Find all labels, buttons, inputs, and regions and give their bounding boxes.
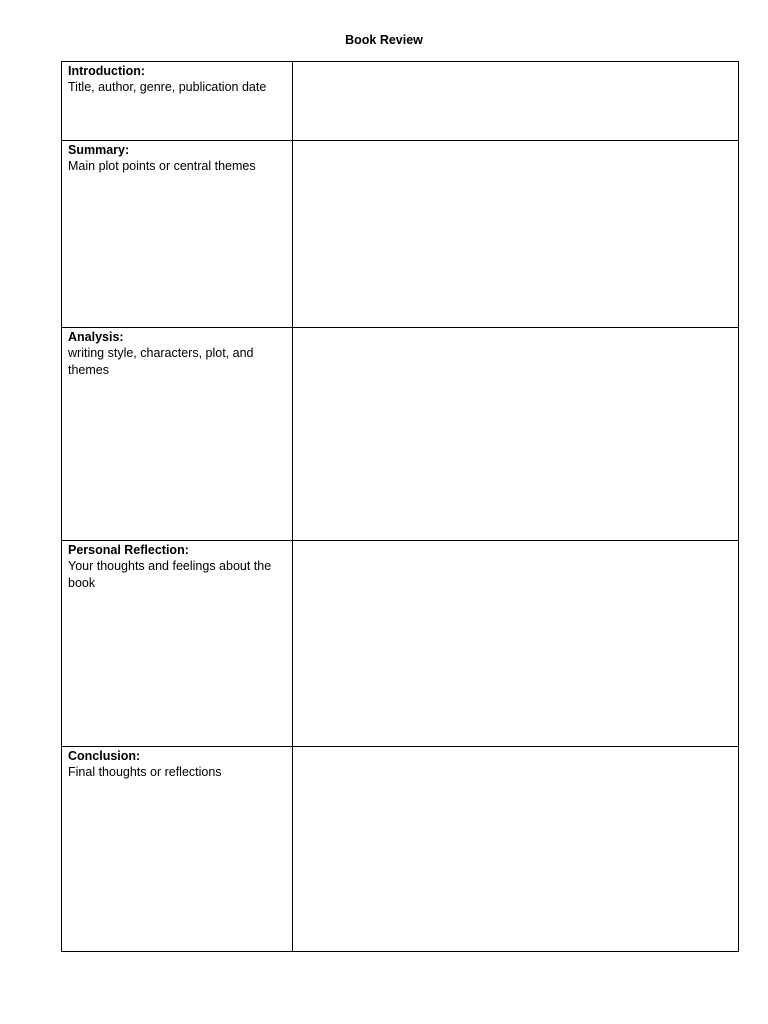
section-heading: Conclusion:: [68, 749, 141, 763]
section-description: Final thoughts or reflections: [68, 765, 222, 779]
section-description: Your thoughts and feelings about the book: [68, 559, 272, 590]
section-row-introduction: [62, 62, 739, 141]
section-row-analysis: [62, 328, 739, 541]
section-description: Title, author, genre, publication date: [68, 80, 267, 94]
section-row-conclusion: [62, 747, 739, 952]
section-label-cell: [62, 328, 293, 541]
section-description: Main plot points or central themes: [68, 159, 256, 173]
summary-response-field[interactable]: [293, 141, 739, 328]
section-label-cell: [62, 141, 293, 328]
analysis-response-field[interactable]: [293, 328, 739, 541]
section-heading: Introduction:: [68, 64, 146, 78]
section-heading: Summary:: [68, 143, 130, 157]
section-description: writing style, characters, plot, and themes: [68, 346, 254, 377]
section-heading: Analysis:: [68, 330, 124, 344]
section-heading: Personal Reflection:: [68, 543, 189, 557]
section-row-personal-reflection: [62, 541, 739, 747]
section-label-cell: [62, 62, 293, 141]
book-review-table: [61, 61, 739, 952]
conclusion-response-field[interactable]: [293, 747, 739, 952]
section-label-cell: [62, 541, 293, 747]
section-row-summary: [62, 141, 739, 328]
personal-reflection-response-field[interactable]: [293, 541, 739, 747]
section-label-cell: [62, 747, 293, 952]
introduction-response-field[interactable]: [293, 62, 739, 141]
page-title: Book Review: [345, 33, 423, 47]
